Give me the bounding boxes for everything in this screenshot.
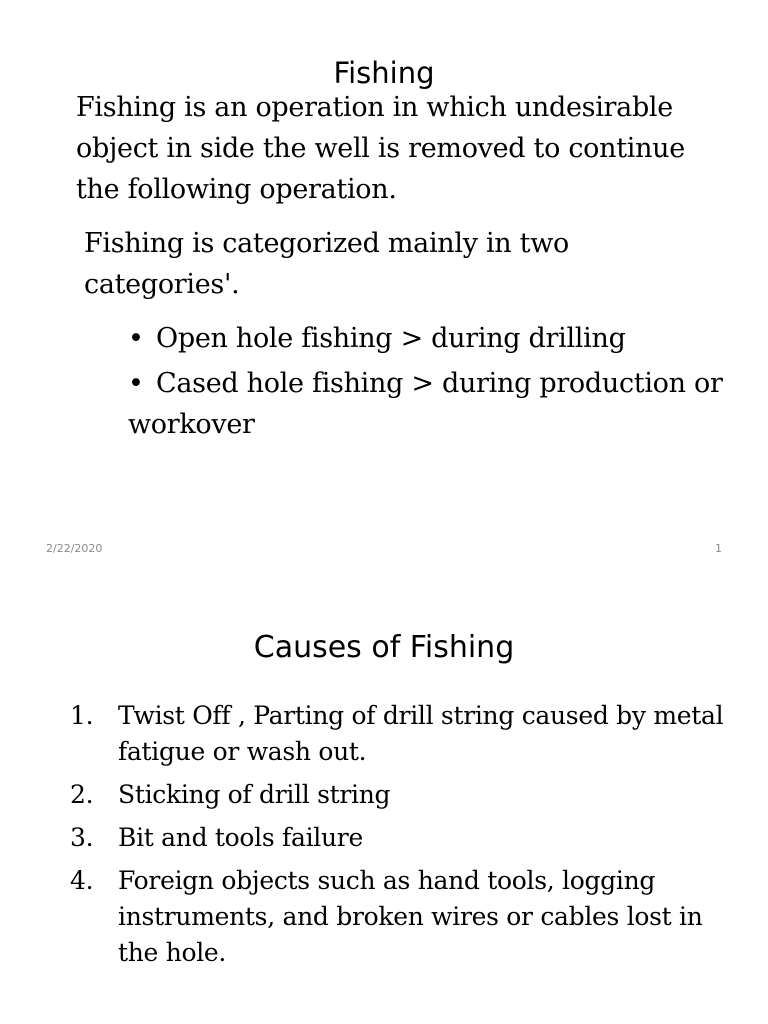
- list-number: 1.: [70, 701, 94, 730]
- list-item-text: Foreign objects such as hand tools, logging instruments, and broken wires or cables lost in the hole.: [118, 866, 703, 967]
- list-item: [128, 363, 748, 445]
- list-item-text: Bit and tools failure: [118, 823, 363, 852]
- list-number: 3.: [70, 823, 94, 852]
- list-item: [70, 863, 730, 971]
- slide-title: Causes of Fishing: [253, 630, 515, 665]
- slide-title: Fishing: [333, 56, 435, 90]
- definition-paragraph: Fishing is an operation in which undesirable object in side the well is removed to continue the following operation.: [76, 92, 685, 205]
- list-item: [128, 318, 748, 359]
- footer-date: 2/22/2020: [46, 542, 103, 555]
- list-item-text: Twist Off , Parting of drill string caused by metal fatigue or wash out.: [118, 701, 724, 766]
- bullet-icon: •: [128, 368, 144, 399]
- list-number: 4.: [70, 866, 94, 895]
- bullet-icon: •: [128, 323, 144, 354]
- list-item: [70, 777, 730, 813]
- causes-list: [70, 698, 730, 978]
- categories-list: [128, 318, 748, 449]
- slide-causes-of-fishing: [0, 576, 768, 1024]
- list-item-text: Sticking of drill string: [118, 780, 391, 809]
- list-number: 2.: [70, 780, 94, 809]
- categories-paragraph: Fishing is categorized mainly in two categories'.: [84, 228, 569, 300]
- page-number: 1: [715, 542, 722, 555]
- list-item: [70, 698, 730, 770]
- list-item: [70, 820, 730, 856]
- list-item-text: Open hole fishing > during drilling: [156, 323, 626, 354]
- list-item-text: Cased hole fishing > during production or workover: [128, 368, 723, 440]
